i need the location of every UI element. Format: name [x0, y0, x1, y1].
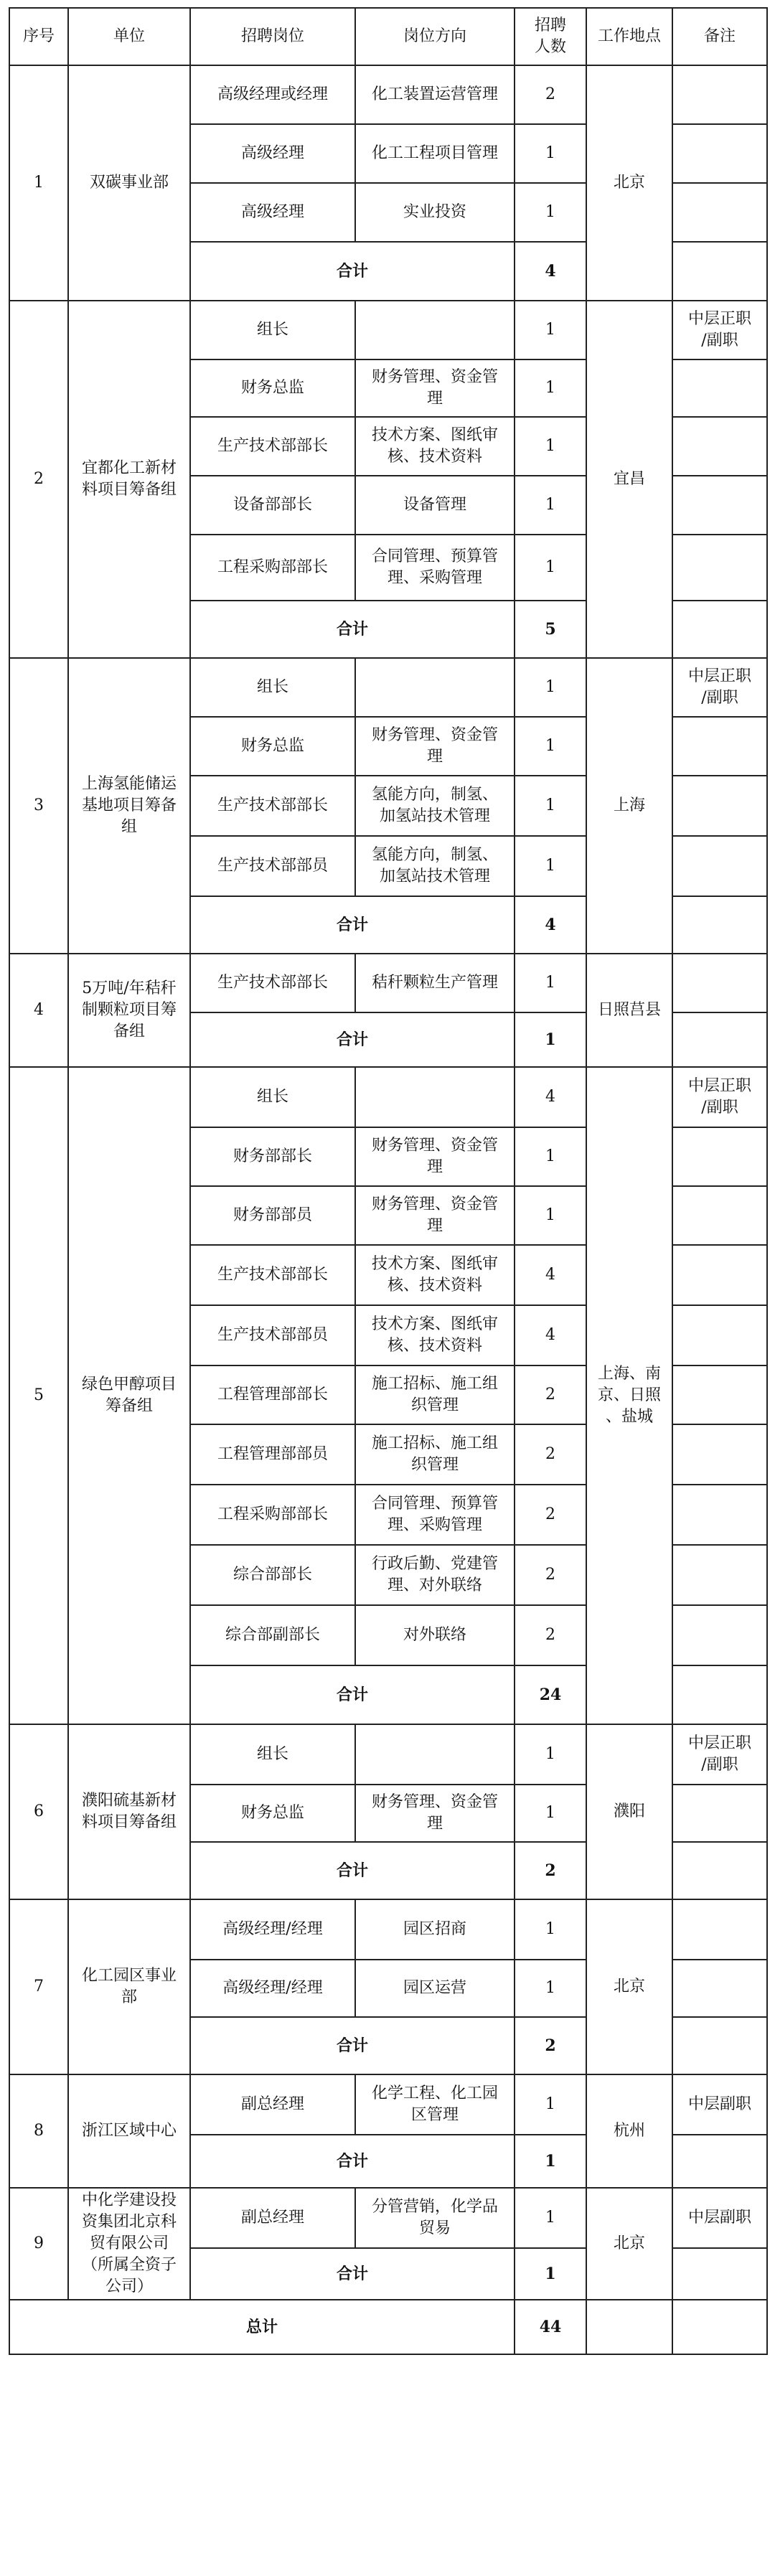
note-cell — [672, 1605, 767, 1665]
note-cell: 中层副职 — [672, 2188, 767, 2248]
post-cell: 副总经理 — [190, 2074, 355, 2135]
subtotal-value: 24 — [515, 1665, 586, 1724]
direction-cell: 技术方案、图纸审 核、技术资料 — [355, 417, 515, 476]
unit-cell: 宜都化工新材 料项目筹备组 — [68, 301, 190, 658]
location-cell: 濮阳 — [586, 1724, 672, 1899]
location-cell — [586, 2300, 672, 2354]
direction-cell — [355, 301, 515, 359]
seq-cell: 7 — [9, 1899, 68, 2074]
post-cell: 财务总监 — [190, 1785, 355, 1842]
direction-cell: 园区运营 — [355, 1960, 515, 2017]
unit-cell: 双碳事业部 — [68, 65, 190, 301]
table-row — [9, 1899, 767, 1960]
subtotal-label: 合计 — [190, 1842, 515, 1899]
subtotal-label: 合计 — [190, 601, 515, 658]
direction-cell: 合同管理、预算管 理、采购管理 — [355, 1485, 515, 1545]
location-cell: 日照莒县 — [586, 954, 672, 1067]
direction-cell: 分管营销，化学品 贸易 — [355, 2188, 515, 2248]
count-cell: 1 — [515, 658, 586, 717]
note-cell — [672, 1785, 767, 1842]
direction-cell: 技术方案、图纸审 核、技术资料 — [355, 1305, 515, 1365]
note-cell — [672, 2248, 767, 2300]
count-cell: 1 — [515, 1960, 586, 2017]
note-cell — [672, 717, 767, 776]
note-cell — [672, 954, 767, 1012]
count-cell: 1 — [515, 836, 586, 896]
note-cell — [672, 359, 767, 417]
count-cell: 1 — [515, 1186, 586, 1245]
direction-cell: 化学工程、化工园 区管理 — [355, 2074, 515, 2135]
unit-cell: 濮阳硫基新材 料项目筹备组 — [68, 1724, 190, 1899]
header-post: 招聘岗位 — [190, 8, 355, 65]
direction-cell: 财务管理、资金管 理 — [355, 717, 515, 776]
post-cell: 工程采购部部长 — [190, 535, 355, 601]
post-cell: 生产技术部部员 — [190, 1305, 355, 1365]
subtotal-label: 合计 — [190, 2017, 515, 2074]
post-cell: 高级经理/经理 — [190, 1960, 355, 2017]
note-cell — [672, 535, 767, 601]
note-cell — [672, 1012, 767, 1067]
unit-cell: 化工园区事业 部 — [68, 1899, 190, 2074]
table-row — [9, 2188, 767, 2248]
location-cell: 杭州 — [586, 2074, 672, 2188]
subtotal-label: 合计 — [190, 1012, 515, 1067]
count-cell: 2 — [515, 1365, 586, 1424]
post-cell: 财务部部长 — [190, 1127, 355, 1186]
direction-cell: 合同管理、预算管 理、采购管理 — [355, 535, 515, 601]
count-cell: 1 — [515, 301, 586, 359]
direction-cell: 化工工程项目管理 — [355, 124, 515, 183]
note-cell — [672, 242, 767, 301]
post-cell: 设备部部长 — [190, 476, 355, 535]
table-row — [9, 1067, 767, 1127]
seq-cell: 3 — [9, 658, 68, 954]
subtotal-value: 2 — [515, 1842, 586, 1899]
subtotal-value: 1 — [515, 1012, 586, 1067]
post-cell: 综合部部长 — [190, 1545, 355, 1605]
recruitment-table-container — [9, 7, 768, 2355]
note-cell: 中层副职 — [672, 2074, 767, 2135]
unit-cell: 5万吨/年秸秆 制颗粒项目筹 备组 — [68, 954, 190, 1067]
subtotal-label: 合计 — [190, 896, 515, 954]
note-cell: 中层正职 /副职 — [672, 1724, 767, 1785]
count-cell: 1 — [515, 476, 586, 535]
post-cell: 工程管理部部员 — [190, 1424, 355, 1485]
post-cell: 综合部副部长 — [190, 1605, 355, 1665]
count-cell: 4 — [515, 1245, 586, 1305]
direction-cell: 对外联络 — [355, 1605, 515, 1665]
count-cell: 2 — [515, 1424, 586, 1485]
count-cell: 2 — [515, 1545, 586, 1605]
location-cell: 北京 — [586, 1899, 672, 2074]
table-row — [9, 301, 767, 359]
seq-cell: 1 — [9, 65, 68, 301]
grand-total-row — [9, 2300, 767, 2354]
direction-cell: 实业投资 — [355, 183, 515, 242]
header-unit: 单位 — [68, 8, 190, 65]
note-cell — [672, 1305, 767, 1365]
location-cell: 北京 — [586, 2188, 672, 2300]
seq-cell: 6 — [9, 1724, 68, 1899]
count-cell: 4 — [515, 1067, 586, 1127]
post-cell: 工程管理部部长 — [190, 1365, 355, 1424]
post-cell: 高级经理/经理 — [190, 1899, 355, 1960]
note-cell — [672, 1365, 767, 1424]
subtotal-value: 1 — [515, 2248, 586, 2300]
direction-cell — [355, 1724, 515, 1785]
post-cell: 生产技术部部长 — [190, 417, 355, 476]
direction-cell: 施工招标、施工组 织管理 — [355, 1424, 515, 1485]
post-cell: 高级经理或经理 — [190, 65, 355, 124]
post-cell: 财务总监 — [190, 717, 355, 776]
direction-cell — [355, 658, 515, 717]
post-cell: 工程采购部部长 — [190, 1485, 355, 1545]
note-cell — [672, 1485, 767, 1545]
count-cell: 2 — [515, 65, 586, 124]
grand-total-value: 44 — [515, 2300, 586, 2354]
direction-cell: 财务管理、资金管 理 — [355, 359, 515, 417]
header-count: 招聘 人数 — [515, 8, 586, 65]
table-row — [9, 2074, 767, 2135]
post-cell: 高级经理 — [190, 124, 355, 183]
unit-cell: 上海氢能储运 基地项目筹备 组 — [68, 658, 190, 954]
subtotal-value: 5 — [515, 601, 586, 658]
count-cell: 1 — [515, 535, 586, 601]
count-cell: 1 — [515, 1127, 586, 1186]
header-note: 备注 — [672, 8, 767, 65]
direction-cell: 氢能方向，制氢、 加氢站技术管理 — [355, 836, 515, 896]
note-cell — [672, 896, 767, 954]
note-cell — [672, 776, 767, 836]
note-cell — [672, 601, 767, 658]
seq-cell: 8 — [9, 2074, 68, 2188]
note-cell — [672, 1899, 767, 1960]
note-cell — [672, 2300, 767, 2354]
note-cell — [672, 1186, 767, 1245]
note-cell: 中层正职 /副职 — [672, 1067, 767, 1127]
post-cell: 组长 — [190, 1724, 355, 1785]
subtotal-value: 4 — [515, 896, 586, 954]
grand-total-label: 总计 — [9, 2300, 515, 2354]
post-cell: 生产技术部部长 — [190, 1245, 355, 1305]
note-cell — [672, 1127, 767, 1186]
count-cell: 1 — [515, 717, 586, 776]
seq-cell: 5 — [9, 1067, 68, 1724]
direction-cell: 财务管理、资金管 理 — [355, 1127, 515, 1186]
subtotal-value: 2 — [515, 2017, 586, 2074]
note-cell — [672, 1545, 767, 1605]
post-cell: 组长 — [190, 658, 355, 717]
count-cell: 1 — [515, 1785, 586, 1842]
recruitment-table — [9, 7, 768, 2355]
post-cell: 财务总监 — [190, 359, 355, 417]
subtotal-value: 1 — [515, 2135, 586, 2188]
note-cell — [672, 836, 767, 896]
count-cell: 1 — [515, 124, 586, 183]
subtotal-value: 4 — [515, 242, 586, 301]
count-cell: 4 — [515, 1305, 586, 1365]
post-cell: 组长 — [190, 1067, 355, 1127]
count-cell: 1 — [515, 954, 586, 1012]
location-cell: 宜昌 — [586, 301, 672, 658]
count-cell: 2 — [515, 1605, 586, 1665]
table-header-row — [9, 8, 767, 65]
header-location: 工作地点 — [586, 8, 672, 65]
post-cell: 生产技术部部长 — [190, 776, 355, 836]
table-row — [9, 658, 767, 717]
subtotal-label: 合计 — [190, 2248, 515, 2300]
subtotal-label: 合计 — [190, 2135, 515, 2188]
post-cell: 高级经理 — [190, 183, 355, 242]
note-cell — [672, 2017, 767, 2074]
header-direction: 岗位方向 — [355, 8, 515, 65]
direction-cell: 化工装置运营管理 — [355, 65, 515, 124]
table-row — [9, 1724, 767, 1785]
table-row — [9, 65, 767, 124]
count-cell: 1 — [515, 417, 586, 476]
unit-cell: 绿色甲醇项目 筹备组 — [68, 1067, 190, 1724]
unit-cell: 浙江区域中心 — [68, 2074, 190, 2188]
count-cell: 1 — [515, 183, 586, 242]
count-cell: 2 — [515, 1485, 586, 1545]
seq-cell: 2 — [9, 301, 68, 658]
seq-cell: 4 — [9, 954, 68, 1067]
note-cell — [672, 1960, 767, 2017]
location-cell: 上海 — [586, 658, 672, 954]
note-cell: 中层正职 /副职 — [672, 301, 767, 359]
note-cell — [672, 417, 767, 476]
direction-cell: 施工招标、施工组 织管理 — [355, 1365, 515, 1424]
note-cell — [672, 2135, 767, 2188]
header-seq: 序号 — [9, 8, 68, 65]
post-cell: 财务部部员 — [190, 1186, 355, 1245]
count-cell: 1 — [515, 2074, 586, 2135]
direction-cell: 秸秆颗粒生产管理 — [355, 954, 515, 1012]
location-cell: 北京 — [586, 65, 672, 301]
note-cell — [672, 65, 767, 124]
post-cell: 组长 — [190, 301, 355, 359]
note-cell — [672, 1665, 767, 1724]
direction-cell: 财务管理、资金管 理 — [355, 1186, 515, 1245]
location-cell: 上海、南 京、日照 、盐城 — [586, 1067, 672, 1724]
subtotal-label: 合计 — [190, 1665, 515, 1724]
direction-cell: 氢能方向，制氢、 加氢站技术管理 — [355, 776, 515, 836]
direction-cell: 行政后勤、党建管 理、对外联络 — [355, 1545, 515, 1605]
direction-cell: 设备管理 — [355, 476, 515, 535]
count-cell: 1 — [515, 359, 586, 417]
table-row — [9, 954, 767, 1012]
direction-cell — [355, 1067, 515, 1127]
note-cell — [672, 124, 767, 183]
post-cell: 生产技术部部员 — [190, 836, 355, 896]
direction-cell: 园区招商 — [355, 1899, 515, 1960]
note-cell — [672, 1842, 767, 1899]
subtotal-label: 合计 — [190, 242, 515, 301]
note-cell — [672, 1245, 767, 1305]
post-cell: 生产技术部部长 — [190, 954, 355, 1012]
count-cell: 1 — [515, 776, 586, 836]
count-cell: 1 — [515, 1724, 586, 1785]
post-cell: 副总经理 — [190, 2188, 355, 2248]
unit-cell: 中化学建设投 资集团北京科 贸有限公司 （所属全资子 公司） — [68, 2188, 190, 2300]
table-body — [9, 65, 767, 2354]
note-cell — [672, 183, 767, 242]
note-cell: 中层正职 /副职 — [672, 658, 767, 717]
seq-cell: 9 — [9, 2188, 68, 2300]
note-cell — [672, 1424, 767, 1485]
direction-cell: 财务管理、资金管 理 — [355, 1785, 515, 1842]
direction-cell: 技术方案、图纸审 核、技术资料 — [355, 1245, 515, 1305]
count-cell: 1 — [515, 1899, 586, 1960]
note-cell — [672, 476, 767, 535]
count-cell: 1 — [515, 2188, 586, 2248]
